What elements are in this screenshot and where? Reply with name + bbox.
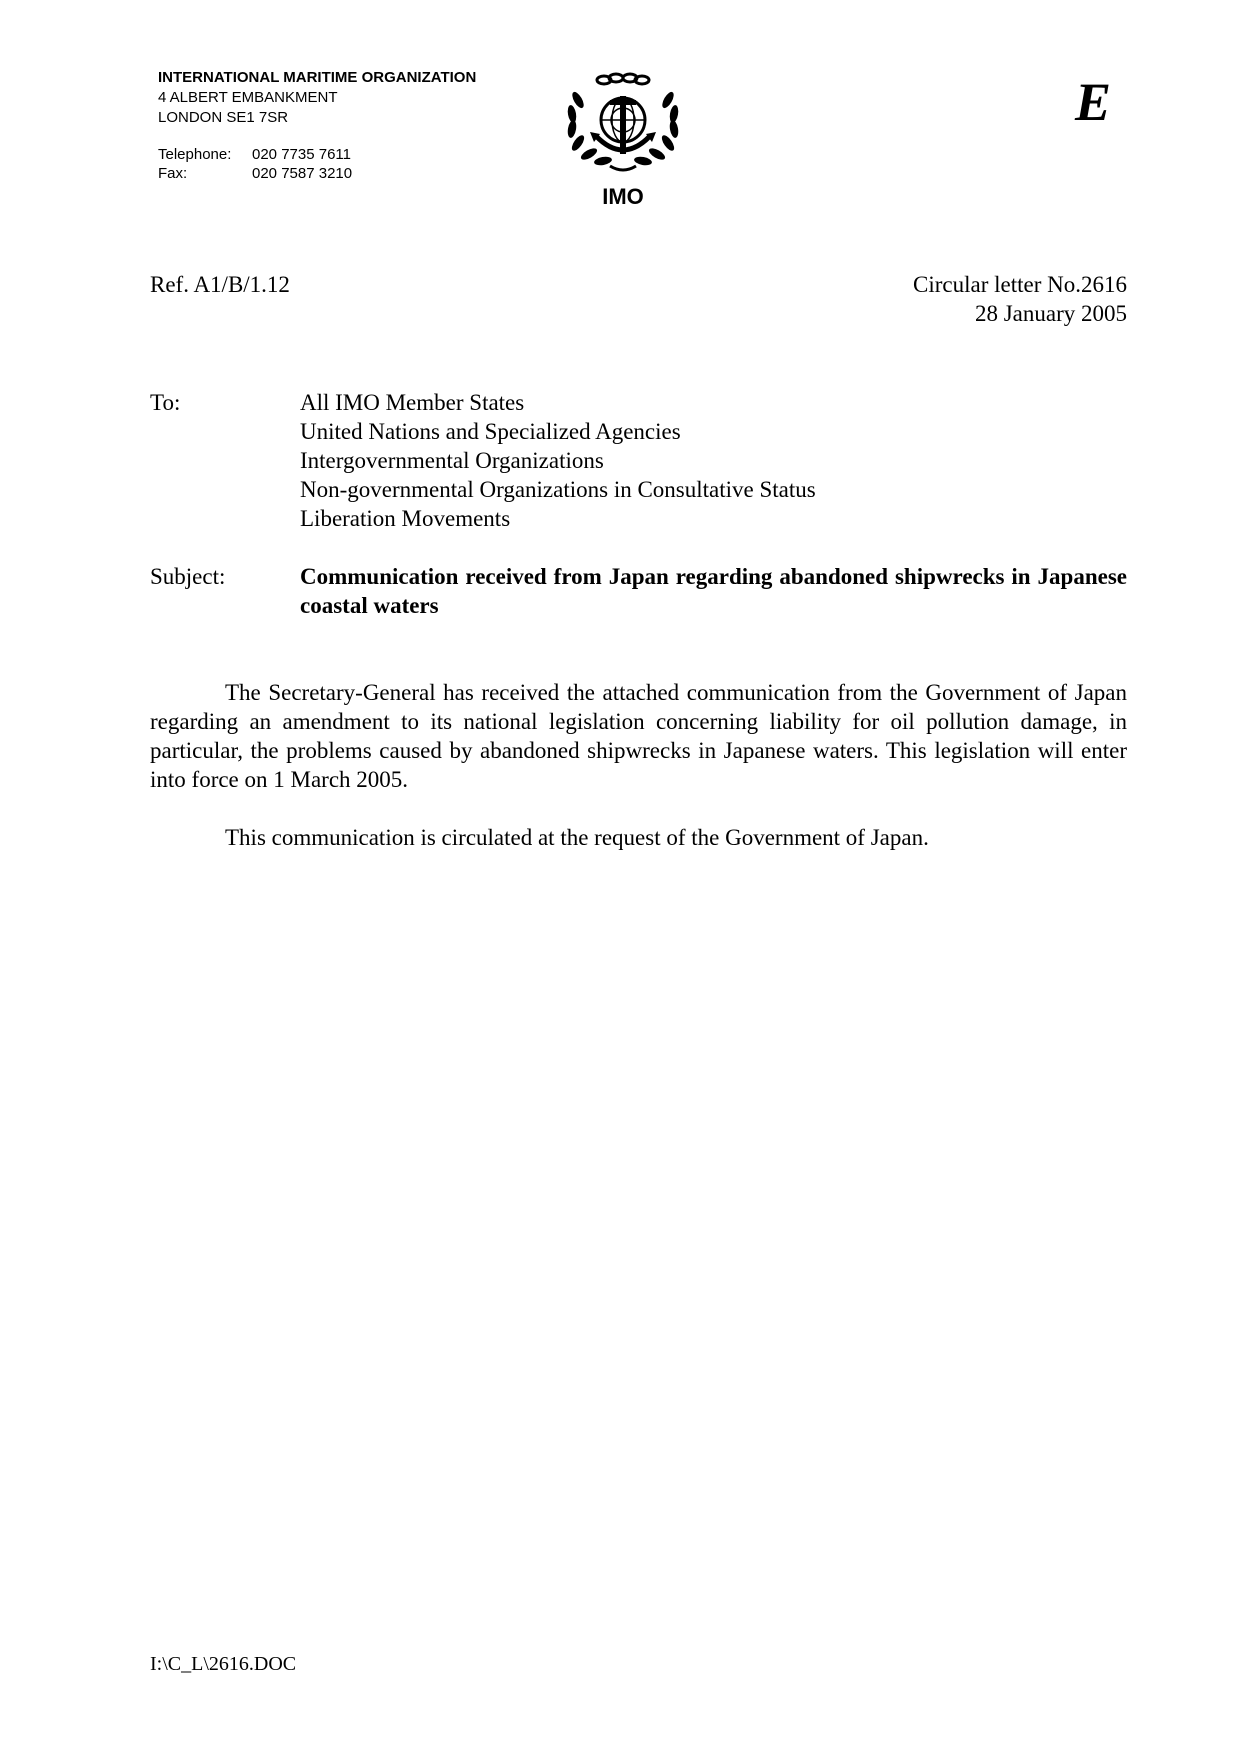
- circular-number: Circular letter No.2616: [913, 272, 1127, 297]
- recipient-item: Intergovernmental Organizations: [300, 448, 604, 473]
- reference-number: Ref. A1/B/1.12: [150, 272, 290, 297]
- telephone-row: [158, 145, 352, 164]
- circular-info: [913, 270, 1127, 328]
- imo-emblem-icon: [560, 70, 686, 178]
- fax-label: Fax:: [158, 165, 188, 182]
- telephone-number: 020 7735 7611: [252, 146, 351, 163]
- subject-text: Communication received from Japan regarding abandoned shipwrecks in Japanese coastal waters: [300, 564, 1127, 618]
- circular-date: 28 January 2005: [974, 301, 1127, 326]
- recipient-item: United Nations and Specialized Agencies: [300, 419, 681, 444]
- telephone-label: Telephone:: [158, 146, 232, 163]
- body-paragraph: The Secretary-General has received the attached communication from the Government of Japan regarding an amendment to its national legislation concerning liability for oil pollution damage, in particular, the problems caused by abandoned shipwrecks in Japanese waters. This legislation will enter into force on 1 March 2005.: [150, 680, 1127, 792]
- recipient-item: Liberation Movements: [300, 506, 511, 531]
- address-line-1: 4 ALBERT EMBANKMENT: [158, 89, 338, 106]
- fax-row: [158, 164, 352, 183]
- organization-address: [158, 68, 476, 128]
- recipient-list: [300, 388, 816, 533]
- imo-logo-label: IMO: [602, 184, 644, 209]
- address-line-2: LONDON SE1 7SR: [158, 109, 289, 126]
- to-label: To:: [150, 390, 181, 415]
- subject-label: Subject:: [150, 564, 226, 589]
- recipient-item: Non-governmental Organizations in Consultative Status: [300, 477, 816, 502]
- fax-number: 020 7587 3210: [252, 165, 353, 182]
- language-code: E: [1075, 72, 1112, 132]
- body-paragraph: This communication is circulated at the request of the Government of Japan.: [225, 825, 929, 850]
- contact-details: [158, 145, 352, 183]
- recipient-item: All IMO Member States: [300, 390, 525, 415]
- file-path-footer: I:\C_L\2616.DOC: [150, 1653, 297, 1675]
- organization-name: INTERNATIONAL MARITIME ORGANIZATION: [158, 69, 477, 86]
